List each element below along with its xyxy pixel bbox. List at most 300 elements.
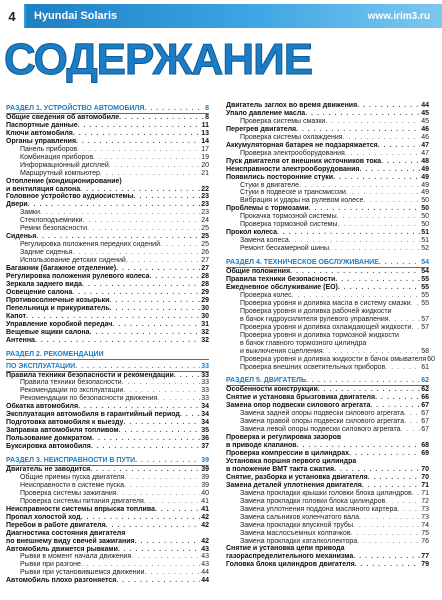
leader-dots bbox=[337, 213, 421, 221]
toc-entry[interactable] bbox=[6, 122, 209, 130]
leader-dots bbox=[110, 305, 201, 313]
toc-entry[interactable] bbox=[6, 561, 209, 569]
toc-page-number: 57 bbox=[421, 315, 429, 323]
leader-dots bbox=[334, 466, 420, 474]
toc-entry[interactable] bbox=[6, 498, 209, 506]
toc-page-number: 67 bbox=[421, 426, 429, 434]
toc-entry[interactable] bbox=[6, 546, 209, 554]
toc-entry[interactable] bbox=[6, 313, 209, 321]
toc-entry-title: Общие приемы пуска двигателя bbox=[20, 473, 125, 481]
toc-entry[interactable] bbox=[226, 229, 429, 237]
toc-page-number: 45 bbox=[421, 109, 429, 117]
leader-dots bbox=[116, 577, 200, 585]
toc-page-number: 22 bbox=[201, 185, 209, 193]
leader-dots bbox=[157, 395, 200, 403]
toc-entry-title: Правила техники безопасности bbox=[20, 379, 122, 387]
toc-entry[interactable] bbox=[6, 435, 209, 443]
toc-page-number: 76 bbox=[421, 537, 429, 545]
toc-entry[interactable] bbox=[226, 110, 429, 118]
toc-page-number: 44 bbox=[201, 577, 209, 585]
toc-entry[interactable] bbox=[6, 482, 209, 490]
toc-entry-title: в бачок главного тормозного цилиндра bbox=[240, 339, 367, 347]
toc-entry-title: Проверка уровня и доливка тормозной жидкости bbox=[240, 331, 399, 339]
toc-entry-title: Прокачка тормозной системы bbox=[240, 213, 337, 221]
toc-page-number: 75 bbox=[421, 529, 429, 537]
toc-entry[interactable] bbox=[6, 522, 209, 530]
toc-entry[interactable] bbox=[226, 308, 429, 316]
toc-page-number: 66 bbox=[421, 394, 429, 402]
toc-page-number: 25 bbox=[201, 241, 209, 249]
toc-entry-title: Панель приборов bbox=[20, 145, 78, 153]
toc-page-number: 36 bbox=[201, 435, 209, 443]
toc-page-number: 39 bbox=[201, 457, 209, 465]
toc-entry[interactable] bbox=[6, 289, 209, 297]
toc-section-heading[interactable] bbox=[6, 457, 209, 466]
toc-page-number: 61 bbox=[421, 363, 429, 371]
toc-page-number: 69 bbox=[421, 450, 429, 458]
toc-page-number: 54 bbox=[421, 259, 429, 267]
toc-entry[interactable] bbox=[6, 466, 209, 474]
toc-section-heading[interactable] bbox=[6, 351, 209, 360]
toc-entry[interactable] bbox=[6, 233, 209, 241]
toc-entry-title: Регулировка положения рулевого колеса bbox=[6, 273, 150, 281]
toc-entry-title: Диагностика состояния двигателя bbox=[6, 529, 126, 537]
leader-dots bbox=[411, 324, 420, 332]
toc-entry[interactable] bbox=[6, 474, 209, 482]
leader-dots bbox=[35, 337, 200, 345]
toc-entry[interactable] bbox=[6, 297, 209, 305]
toc-entry[interactable] bbox=[6, 577, 209, 585]
leader-dots bbox=[337, 221, 420, 229]
toc-entry[interactable] bbox=[226, 237, 429, 245]
toc-page-number: 52 bbox=[421, 245, 429, 253]
toc-entry-title: Паспортные данные bbox=[6, 121, 78, 129]
toc-page-number: 62 bbox=[421, 386, 429, 394]
toc-entry-title: Замена сальников коленчатого вала bbox=[240, 513, 360, 521]
toc-entry-title: Сиденья bbox=[6, 233, 37, 241]
leader-dots bbox=[90, 329, 201, 337]
toc-entry-title: Ключи автомобиля bbox=[6, 129, 73, 137]
toc-entry-title: Регулировка положения передних сидений bbox=[20, 241, 160, 249]
toc-entry[interactable] bbox=[226, 482, 429, 490]
toc-entry-title: Автомобиль движется рывками bbox=[6, 545, 118, 553]
leader-dots bbox=[82, 281, 200, 289]
toc-entry[interactable] bbox=[226, 126, 429, 134]
toc-page-number: 67 bbox=[421, 418, 429, 426]
toc-entry[interactable] bbox=[226, 102, 429, 110]
leader-dots bbox=[363, 197, 420, 205]
toc-entry[interactable] bbox=[226, 166, 429, 174]
toc-entry[interactable] bbox=[6, 209, 209, 217]
toc-entry[interactable] bbox=[226, 474, 429, 482]
toc-page-number: 27 bbox=[201, 257, 209, 265]
toc-page-number: 41 bbox=[201, 497, 209, 505]
toc-entry[interactable] bbox=[226, 348, 429, 356]
leader-dots bbox=[297, 442, 421, 450]
toc-page-number: 33 bbox=[201, 362, 209, 370]
toc-entry-title: Правила техники безопасности bbox=[226, 276, 336, 284]
toc-entry[interactable] bbox=[6, 427, 209, 435]
leader-dots bbox=[144, 569, 200, 577]
toc-page-number: 49 bbox=[421, 165, 429, 173]
toc-page-number: 30 bbox=[201, 312, 209, 320]
toc-entry-title: Проверка уровня и доливка рабочей жидкости bbox=[240, 307, 392, 315]
leader-dots bbox=[333, 174, 420, 182]
leader-dots bbox=[290, 268, 420, 276]
toc-entry[interactable] bbox=[6, 273, 209, 281]
toc-entry[interactable] bbox=[226, 134, 429, 142]
toc-entry-title: Проверка системы смазки bbox=[240, 117, 326, 125]
toc-section-heading[interactable] bbox=[226, 259, 429, 268]
toc-page-number: 79 bbox=[421, 561, 429, 569]
toc-page-number: 11 bbox=[201, 121, 209, 129]
toc-entry[interactable] bbox=[226, 498, 429, 506]
toc-page-number: 35 bbox=[201, 427, 209, 435]
toc-page-number: 34 bbox=[201, 419, 209, 427]
toc-page-number: 50 bbox=[421, 197, 429, 205]
toc-entry-title: Обкатка автомобиля bbox=[6, 403, 79, 411]
toc-entry[interactable] bbox=[6, 321, 209, 329]
toc-entry[interactable] bbox=[6, 154, 209, 162]
toc-entry[interactable] bbox=[6, 506, 209, 514]
leader-dots bbox=[351, 530, 421, 538]
toc-page-number: 72 bbox=[421, 497, 429, 505]
toc-entry-title: Двигатель не заводится bbox=[6, 465, 91, 473]
toc-entry-title: Пропал холостой ход bbox=[6, 513, 81, 521]
toc-entry-title: Установка поршня первого цилиндра bbox=[226, 457, 357, 465]
leader-dots bbox=[325, 118, 420, 126]
leader-dots bbox=[343, 134, 421, 142]
toc-entry[interactable] bbox=[6, 170, 209, 178]
toc-page-number: 42 bbox=[201, 537, 209, 545]
toc-entry-title: Зеркала заднего вида bbox=[6, 280, 83, 288]
toc-entry[interactable] bbox=[6, 337, 209, 345]
toc-entry[interactable] bbox=[226, 118, 429, 126]
toc-page-number: 55 bbox=[421, 283, 429, 291]
toc-page-number: 33 bbox=[201, 395, 209, 403]
toc-entry-title: Информационный дисплей bbox=[20, 161, 109, 169]
toc-entry[interactable] bbox=[226, 522, 429, 530]
page-header bbox=[0, 0, 442, 34]
toc-entry-title: Появились посторонние стуки bbox=[226, 173, 334, 181]
toc-entry-title: Замена прокладки крышки головки блока цилиндров bbox=[240, 489, 412, 497]
toc-page-number: 42 bbox=[201, 521, 209, 529]
toc-section-heading[interactable] bbox=[6, 105, 209, 114]
toc-entry-title: Комбинация приборов bbox=[20, 153, 94, 161]
toc-entry-title: Проверка уровня и доливка масла в систему смазки bbox=[240, 299, 411, 307]
leader-dots bbox=[355, 561, 421, 569]
toc-entry[interactable] bbox=[226, 221, 429, 229]
toc-entry[interactable] bbox=[6, 329, 209, 337]
toc-entry[interactable] bbox=[226, 245, 429, 253]
leader-dots bbox=[73, 249, 201, 257]
leader-dots bbox=[305, 110, 420, 118]
toc-entry-title: Стуки в двигателе bbox=[240, 181, 300, 189]
toc-entry-title: Замена маслосъемных колпачков bbox=[240, 529, 351, 537]
toc-entry[interactable] bbox=[6, 257, 209, 265]
toc-entry[interactable] bbox=[226, 506, 429, 514]
leader-dots bbox=[335, 276, 420, 284]
toc-entry[interactable] bbox=[226, 332, 429, 340]
website-url: www.irim3.ru bbox=[367, 10, 430, 22]
leader-dots bbox=[397, 506, 420, 514]
toc-entry[interactable] bbox=[226, 340, 429, 348]
toc-page-number: 19 bbox=[201, 153, 209, 161]
toc-entry[interactable] bbox=[226, 466, 429, 474]
toc-entry-title: Буксировка автомобиля bbox=[6, 443, 91, 451]
toc-entry[interactable] bbox=[6, 162, 209, 170]
toc-page-number: 70 bbox=[421, 473, 429, 481]
leader-dots bbox=[40, 209, 200, 217]
toc-entry[interactable] bbox=[6, 138, 209, 146]
leader-dots bbox=[26, 313, 200, 321]
toc-entry[interactable] bbox=[6, 514, 209, 522]
leader-dots bbox=[299, 182, 420, 190]
toc-page-number: 74 bbox=[421, 521, 429, 529]
toc-entry[interactable] bbox=[226, 426, 429, 434]
toc-section-heading[interactable] bbox=[6, 363, 209, 372]
toc-entry-title: Двери bbox=[6, 201, 28, 209]
toc-entry[interactable] bbox=[6, 265, 209, 273]
leader-dots bbox=[411, 300, 421, 308]
toc-page-number: 37 bbox=[201, 443, 209, 451]
toc-page-number: 14 bbox=[201, 137, 209, 145]
leader-dots bbox=[277, 229, 420, 237]
toc-entry[interactable] bbox=[226, 434, 429, 442]
leader-dots bbox=[292, 292, 421, 300]
toc-entry[interactable] bbox=[226, 316, 429, 324]
toc-entry[interactable] bbox=[6, 241, 209, 249]
toc-page-number: 50 bbox=[421, 221, 429, 229]
toc-entry[interactable] bbox=[226, 530, 429, 538]
leader-dots bbox=[83, 217, 201, 225]
toc-page-number: 26 bbox=[201, 249, 209, 257]
toc-entry-title: Проверка уровня и доливка охлаждающей жидкости bbox=[240, 323, 412, 331]
toc-entry-title: Проверка и регулировка зазоров bbox=[226, 434, 342, 442]
toc-entry[interactable] bbox=[6, 114, 209, 122]
toc-page-number: 28 bbox=[201, 273, 209, 281]
toc-entry-title: газораспределительного механизма bbox=[226, 553, 354, 561]
leader-dots bbox=[92, 435, 200, 443]
toc-entry-title: Проверка системы зажигания bbox=[20, 489, 117, 497]
leader-dots bbox=[353, 553, 420, 561]
toc-page-number: 50 bbox=[421, 205, 429, 213]
toc-page-number: 67 bbox=[421, 402, 429, 410]
toc-entry[interactable] bbox=[226, 324, 429, 332]
toc-page-number: 43 bbox=[201, 553, 209, 561]
toc-page-number: 44 bbox=[201, 569, 209, 577]
toc-entry[interactable] bbox=[226, 458, 429, 466]
toc-entry-title: РАЗДЕЛ 1. УСТРОЙСТВО АВТОМОБИЛЯ bbox=[6, 105, 145, 112]
toc-entry-title: Особенности конструкции bbox=[226, 386, 318, 394]
toc-entry-title: Задние сиденья bbox=[20, 249, 73, 257]
toc-page-number: 31 bbox=[201, 320, 209, 328]
toc-page-number: 67 bbox=[421, 410, 429, 418]
toc-entry-title: Управление коробкой передач bbox=[6, 320, 113, 328]
toc-entry[interactable] bbox=[226, 545, 429, 553]
toc-entry-title: Проверка системы питания двигателя bbox=[20, 497, 144, 505]
toc-entry[interactable] bbox=[6, 538, 209, 546]
toc-entry[interactable] bbox=[226, 150, 429, 158]
toc-page-number: 77 bbox=[421, 553, 429, 561]
leader-dots bbox=[36, 233, 200, 241]
leader-dots bbox=[353, 522, 420, 530]
leader-dots bbox=[90, 466, 200, 474]
toc-entry[interactable] bbox=[226, 174, 429, 182]
toc-entry-title: РАЗДЕЛ 4. ТЕХНИЧЕСКОЕ ОБСЛУЖИВАНИЕ bbox=[226, 259, 379, 267]
toc-page-number: 39 bbox=[201, 465, 209, 473]
toc-entry-title: Перегрев двигателя bbox=[226, 125, 297, 133]
toc-page-number: 28 bbox=[201, 280, 209, 288]
toc-entry-title: Рывки при установившемся движении bbox=[20, 569, 145, 577]
toc-spacer bbox=[6, 451, 209, 454]
toc-entry[interactable] bbox=[6, 130, 209, 138]
toc-page-number: 49 bbox=[421, 181, 429, 189]
leader-dots bbox=[135, 538, 201, 546]
toc-entry-title: ПО ЭКСПЛУАТАЦИИ bbox=[6, 362, 76, 370]
toc-entry[interactable] bbox=[6, 443, 209, 451]
toc-entry[interactable] bbox=[226, 268, 429, 276]
toc-entry-title: Стеклоподъемники bbox=[20, 217, 83, 225]
toc-entry[interactable] bbox=[226, 276, 429, 284]
toc-entry-title: Головное устройство аудиосистемы bbox=[6, 193, 134, 201]
toc-entry-title: Проверка внешних осветительных приборов bbox=[240, 363, 386, 371]
toc-entry[interactable] bbox=[6, 530, 209, 538]
toc-page-number: 29 bbox=[201, 296, 209, 304]
leader-dots bbox=[75, 363, 200, 371]
toc-entry-title: Замена левой опоры подвески силового агрегата bbox=[240, 426, 401, 434]
toc-entry[interactable] bbox=[226, 561, 429, 569]
toc-left-column bbox=[6, 102, 209, 585]
toc-entry[interactable] bbox=[226, 538, 429, 546]
toc-entry-title: в бачок гидроусилителя рулевого управления bbox=[240, 315, 389, 323]
toc-entry-title: Неисправности электрооборудования bbox=[226, 165, 360, 173]
leader-dots bbox=[117, 490, 201, 498]
toc-entry[interactable] bbox=[6, 225, 209, 233]
leader-dots bbox=[404, 410, 420, 418]
toc-page-number: 8 bbox=[205, 113, 209, 121]
toc-page-number: 34 bbox=[201, 403, 209, 411]
toc-entry[interactable] bbox=[6, 490, 209, 498]
toc-entry-title: Органы управления bbox=[6, 137, 77, 145]
toc-entry[interactable] bbox=[226, 300, 429, 308]
toc-page-number: 43 bbox=[201, 545, 209, 553]
header-band bbox=[26, 4, 442, 28]
toc-entry[interactable] bbox=[226, 514, 429, 522]
toc-entry[interactable] bbox=[226, 284, 429, 292]
leader-dots bbox=[174, 372, 200, 380]
page-number: 4 bbox=[0, 4, 26, 28]
leader-dots bbox=[87, 225, 200, 233]
toc-entry-title: Антенна bbox=[6, 336, 35, 344]
toc-page-number: 33 bbox=[201, 371, 209, 379]
toc-entry[interactable] bbox=[226, 142, 429, 150]
toc-entry-title: Противосолнечные козырьки bbox=[6, 296, 110, 304]
toc-entry-title: Замена правой опоры подвески силового агрегата bbox=[240, 418, 405, 426]
leader-dots bbox=[368, 474, 421, 482]
toc-entry[interactable] bbox=[6, 553, 209, 561]
leader-dots bbox=[106, 522, 201, 530]
leader-dots bbox=[126, 257, 200, 265]
toc-entry-title: Ежедневное обслуживание (ЕО) bbox=[226, 283, 338, 291]
toc-entry[interactable] bbox=[6, 305, 209, 313]
toc-entry[interactable] bbox=[6, 193, 209, 201]
toc-page-number: 25 bbox=[201, 233, 209, 241]
leader-dots bbox=[401, 426, 421, 434]
toc-entry[interactable] bbox=[226, 490, 429, 498]
toc-entry-title: Проверка электрооборудования bbox=[240, 149, 345, 157]
toc-page-number: 24 bbox=[201, 217, 209, 225]
toc-entry[interactable] bbox=[226, 182, 429, 190]
toc-entry[interactable] bbox=[6, 379, 209, 387]
toc-page-number: 70 bbox=[421, 465, 429, 473]
leader-dots bbox=[160, 241, 200, 249]
toc-entry[interactable] bbox=[226, 450, 429, 458]
toc-entry-title: в положение ВМТ такта сжатия bbox=[226, 465, 335, 473]
leader-dots bbox=[306, 377, 420, 385]
toc-entry[interactable] bbox=[6, 201, 209, 209]
leader-dots bbox=[323, 348, 421, 356]
leader-dots bbox=[389, 316, 421, 324]
toc-entry[interactable] bbox=[226, 418, 429, 426]
toc-page-number: 49 bbox=[421, 189, 429, 197]
leader-dots bbox=[73, 130, 200, 138]
toc-entry[interactable] bbox=[6, 419, 209, 427]
toc-entry[interactable] bbox=[226, 292, 429, 300]
leader-dots bbox=[122, 379, 201, 387]
toc-entry-title: Эксплуатация автомобиля в гарантийный период bbox=[6, 411, 180, 419]
toc-page-number: 51 bbox=[421, 237, 429, 245]
toc-entry[interactable] bbox=[6, 178, 209, 186]
toc-entry[interactable] bbox=[6, 146, 209, 154]
toc-page-number: 55 bbox=[421, 276, 429, 284]
toc-page-number: 47 bbox=[421, 149, 429, 157]
toc-entry[interactable] bbox=[226, 394, 429, 402]
leader-dots bbox=[76, 138, 200, 146]
leader-dots bbox=[381, 158, 420, 166]
toc-entry[interactable] bbox=[226, 158, 429, 166]
toc-entry[interactable] bbox=[6, 281, 209, 289]
toc-entry-title: Автомобиль плохо разгоняется bbox=[6, 577, 117, 585]
toc-page-number: 48 bbox=[421, 157, 429, 165]
toc-entry[interactable] bbox=[6, 249, 209, 257]
toc-page-number: 23 bbox=[201, 209, 209, 217]
toc-entry-title: Использование детских сидений bbox=[20, 257, 126, 265]
toc-page-number: 55 bbox=[421, 299, 429, 307]
toc-entry[interactable] bbox=[226, 442, 429, 450]
leader-dots bbox=[375, 394, 420, 402]
toc-page-number: 68 bbox=[421, 442, 429, 450]
leader-dots bbox=[78, 122, 201, 130]
toc-entry-title: Проблемы с тормозами bbox=[226, 205, 309, 213]
toc-entry-title: Вещевые ящики салона bbox=[6, 328, 90, 336]
leader-dots bbox=[93, 154, 200, 162]
toc-entry[interactable] bbox=[226, 364, 429, 372]
toc-page-number: 33 bbox=[201, 387, 209, 395]
toc-entry[interactable] bbox=[226, 355, 435, 364]
toc-entry-title: Замена прокладки впускной трубы bbox=[240, 521, 353, 529]
leader-dots bbox=[91, 443, 200, 451]
toc-page-number: 30 bbox=[201, 304, 209, 312]
toc-entry-title: Неисправности системы впрыска топлива bbox=[6, 505, 155, 513]
toc-page-number: 33 bbox=[201, 379, 209, 387]
leader-dots bbox=[81, 514, 201, 522]
toc-entry-title: Аккумуляторная батарея не подзаряжается bbox=[226, 141, 378, 149]
leader-dots bbox=[329, 245, 420, 253]
leader-dots bbox=[379, 259, 420, 267]
toc-entry-title: Ремни безопасности bbox=[20, 225, 88, 233]
toc-entry-title: РАЗДЕЛ 3. НЕИСПРАВНОСТИ В ПУТИ bbox=[6, 457, 136, 465]
